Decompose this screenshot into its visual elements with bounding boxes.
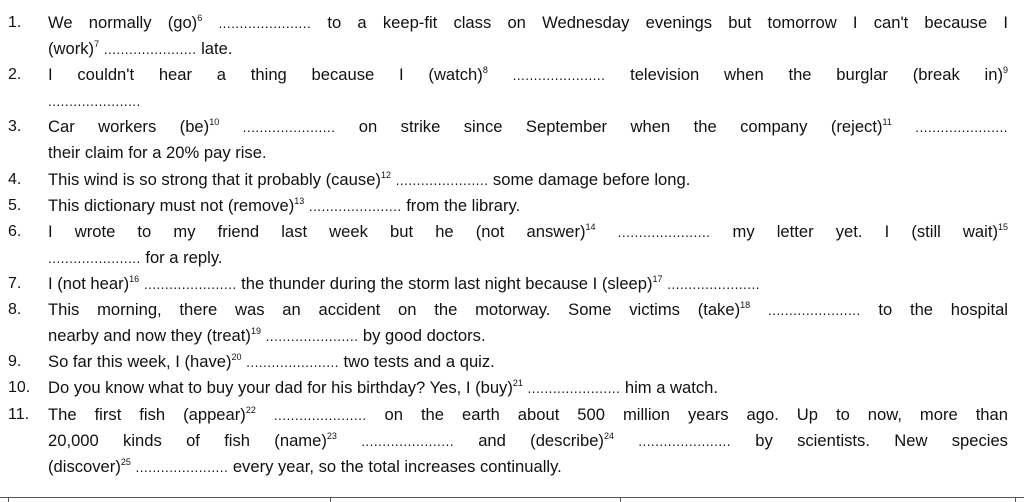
question-number: 21 bbox=[512, 378, 523, 389]
sentence-text: I wrote to my friend last week but he (not answer) bbox=[48, 221, 586, 241]
sentence-text bbox=[256, 405, 274, 424]
question-number: 14 bbox=[585, 221, 596, 232]
question-number: 17 bbox=[652, 274, 663, 284]
item-number: 9. bbox=[8, 353, 22, 371]
exercise-item bbox=[0, 402, 1024, 480]
sentence-text: on the earth about 500 million years ago. Up to now, more than bbox=[366, 404, 1008, 424]
sentence-text: two tests and a quiz. bbox=[338, 352, 495, 372]
answer-blank[interactable]: ...................... bbox=[218, 17, 312, 31]
sentence-text: television when the burglar (break in) bbox=[605, 65, 1003, 85]
answer-blank[interactable]: ...................... bbox=[135, 460, 229, 475]
table-column-divider bbox=[1015, 497, 1016, 502]
item-line bbox=[48, 454, 1008, 481]
sentence-text bbox=[488, 65, 513, 84]
answer-blank[interactable]: ...................... bbox=[915, 121, 1008, 136]
table-column-divider bbox=[8, 497, 9, 502]
answer-blank[interactable]: ...................... bbox=[48, 251, 141, 266]
answer-blank[interactable]: ...................... bbox=[617, 225, 711, 240]
question-number: 24 bbox=[603, 430, 614, 441]
sentence-text: to a keep-fit class on Wednesday evenings but tomorrow I can't because I bbox=[311, 13, 1008, 32]
item-number: 4. bbox=[8, 170, 22, 188]
item-line bbox=[48, 193, 1008, 220]
answer-blank[interactable]: ...................... bbox=[767, 304, 861, 319]
sentence-text: Car workers (be) bbox=[48, 117, 210, 137]
item-line bbox=[48, 271, 1008, 298]
exercise-item bbox=[0, 167, 1024, 193]
answer-blank[interactable]: ...................... bbox=[638, 434, 731, 449]
sentence-text bbox=[202, 13, 218, 32]
question-number: 23 bbox=[326, 430, 337, 441]
exercise-item bbox=[0, 271, 1024, 297]
sentence-text: their claim for a 20% pay rise. bbox=[48, 143, 267, 163]
sentence-text: from the library. bbox=[401, 195, 521, 215]
item-line bbox=[48, 297, 1008, 324]
item-line bbox=[48, 245, 1008, 272]
sentence-text bbox=[892, 117, 915, 136]
sentence-text: nearby and now they (treat) bbox=[48, 326, 251, 346]
item-number: 11. bbox=[8, 405, 30, 423]
item-line bbox=[48, 167, 1008, 194]
question-number: 9 bbox=[1002, 65, 1008, 76]
sentence-text: late. bbox=[196, 39, 233, 59]
table-top-border bbox=[0, 497, 1024, 498]
sentence-text: to the hospital bbox=[860, 300, 1008, 320]
item-line bbox=[48, 88, 1008, 115]
exercise-item bbox=[0, 10, 1024, 62]
sentence-text: This wind is so strong that it probably (cause) bbox=[48, 169, 381, 189]
exercise-item bbox=[0, 297, 1024, 349]
exercise-item bbox=[0, 349, 1024, 375]
item-number: 3. bbox=[8, 118, 22, 136]
item-line bbox=[48, 323, 1008, 350]
question-number: 18 bbox=[740, 300, 751, 311]
exercise-item bbox=[0, 219, 1024, 271]
item-number: 2. bbox=[8, 66, 22, 84]
answer-blank[interactable]: ...................... bbox=[273, 408, 367, 423]
sentence-text: him a watch. bbox=[620, 378, 719, 398]
question-number: 25 bbox=[120, 456, 131, 467]
answer-blank[interactable]: ...................... bbox=[265, 330, 359, 345]
sentence-text: This dictionary must not (remove) bbox=[48, 195, 295, 215]
sentence-text: I (not hear) bbox=[48, 274, 130, 293]
answer-blank[interactable]: ...................... bbox=[103, 43, 197, 58]
question-number: 8 bbox=[482, 65, 488, 76]
question-number: 10 bbox=[209, 117, 220, 128]
sentence-text bbox=[219, 117, 242, 136]
answer-blank[interactable]: ...................... bbox=[242, 121, 336, 136]
table-column-divider bbox=[620, 497, 621, 502]
question-number: 16 bbox=[129, 274, 140, 284]
sentence-text: The first fish (appear) bbox=[48, 404, 246, 424]
answer-blank[interactable]: ...................... bbox=[48, 95, 141, 110]
question-number: 19 bbox=[250, 326, 261, 337]
answer-blank[interactable]: ...................... bbox=[361, 434, 454, 449]
item-number: 6. bbox=[8, 222, 22, 240]
sentence-text bbox=[337, 431, 361, 450]
sentence-text: by scientists. New species bbox=[730, 430, 1008, 450]
question-number: 7 bbox=[94, 39, 100, 50]
sentence-text: for a reply. bbox=[140, 247, 223, 267]
sentence-text: on strike since September when the company (reject) bbox=[335, 117, 883, 137]
item-number: 1. bbox=[8, 14, 22, 31]
sentence-text: This morning, there was an accident on the motorway. Some victims (take) bbox=[48, 300, 741, 320]
item-line bbox=[48, 140, 1008, 166]
sentence-text: every year, so the total increases continually. bbox=[228, 456, 562, 476]
sentence-text: We normally (go) bbox=[48, 13, 198, 32]
answer-blank[interactable]: ...................... bbox=[512, 69, 606, 84]
sentence-text: 20,000 kinds of fish (name) bbox=[48, 430, 327, 450]
question-number: 15 bbox=[997, 221, 1008, 232]
sentence-text bbox=[614, 431, 638, 450]
question-number: 22 bbox=[245, 404, 256, 415]
sentence-text: some damage before long. bbox=[488, 169, 691, 189]
sentence-text: (discover) bbox=[48, 456, 121, 476]
item-line bbox=[48, 114, 1008, 141]
item-line bbox=[48, 10, 1008, 37]
exercise-item bbox=[0, 193, 1024, 219]
sentence-text: Do you know what to buy your dad for his birthday? Yes, I (buy) bbox=[48, 378, 513, 398]
sentence-text: and (describe) bbox=[453, 430, 604, 450]
sentence-text: the thunder during the storm last night because I (sleep) bbox=[236, 274, 653, 293]
item-line bbox=[48, 428, 1008, 455]
answer-blank[interactable]: ...................... bbox=[667, 278, 760, 292]
answer-blank[interactable]: ...................... bbox=[527, 382, 621, 397]
item-line bbox=[48, 62, 1008, 89]
question-number: 20 bbox=[231, 352, 242, 363]
sentence-text bbox=[596, 222, 618, 241]
sentence-text bbox=[750, 300, 768, 319]
question-number: 13 bbox=[294, 195, 305, 206]
item-number: 5. bbox=[8, 196, 22, 214]
exercise-item bbox=[0, 62, 1024, 114]
item-number: 7. bbox=[8, 275, 22, 292]
item-line bbox=[48, 36, 1008, 63]
sentence-text: (work) bbox=[48, 39, 95, 59]
sentence-text: my letter yet. I (still wait) bbox=[710, 221, 998, 241]
sentence-text: So far this week, I (have) bbox=[48, 352, 232, 372]
item-number: 10. bbox=[8, 379, 31, 397]
exercise-item bbox=[0, 375, 1024, 401]
item-line bbox=[48, 349, 1008, 376]
answer-blank[interactable]: ...................... bbox=[143, 278, 237, 292]
question-number: 11 bbox=[882, 117, 892, 128]
sentence-text: I couldn't hear a thing because I (watch) bbox=[48, 65, 483, 85]
exercise-item bbox=[0, 114, 1024, 166]
item-line bbox=[48, 402, 1008, 429]
answer-blank[interactable]: ...................... bbox=[308, 199, 402, 214]
item-number: 8. bbox=[8, 301, 22, 319]
question-number: 6 bbox=[197, 13, 203, 23]
question-number: 12 bbox=[380, 169, 391, 180]
table-column-divider bbox=[330, 497, 331, 502]
sentence-text: by good doctors. bbox=[358, 326, 486, 346]
answer-blank[interactable]: ...................... bbox=[395, 173, 489, 188]
item-line bbox=[48, 375, 1008, 402]
answer-blank[interactable]: ...................... bbox=[246, 356, 339, 371]
item-line bbox=[48, 219, 1008, 246]
